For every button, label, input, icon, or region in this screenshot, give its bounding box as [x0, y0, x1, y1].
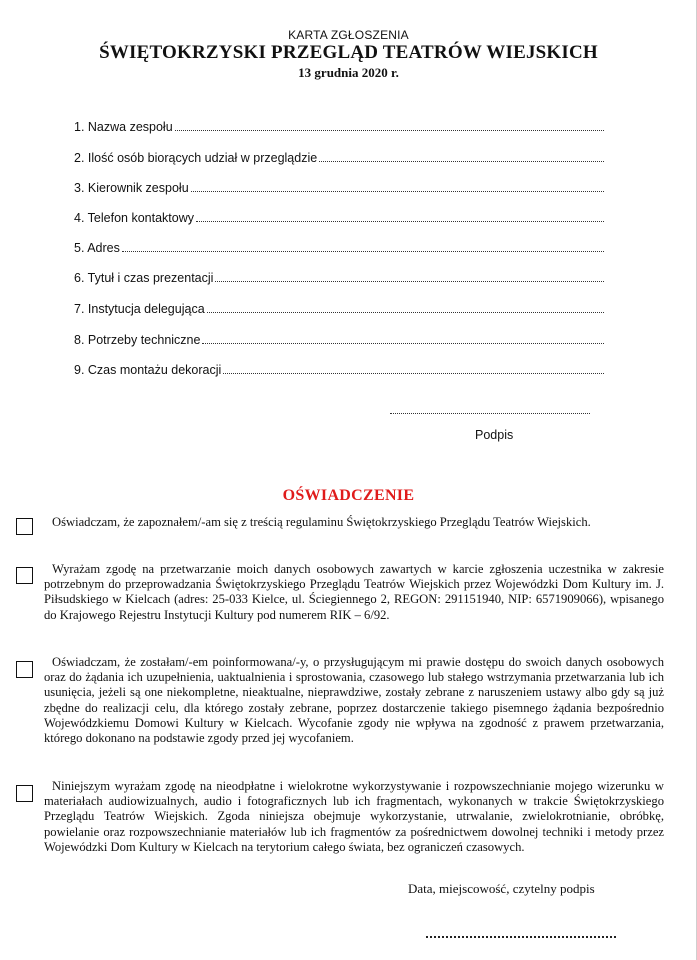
- declaration-image-use: Niniejszym wyrażam zgodę na nieodpłatne i wielokrotne wykorzystywanie i rozpowszechnianie mojego wizerunku w materiałach audiowizualnych, audio i fotograficznych lub ich fragmentach, wykonanych w trakcie Świętokrzyskiego Przeglądu Teatrów Wiejskich. Zgoda niniejsza obejmuje wykorzystanie, utrwalanie, zwielokrotnianie, obróbkę, powielanie oraz rozpowszechnianie materiałów lub ich fragmentów za pośrednictwem dowolnej techniki i metody przez Wojewódzki Dom Kultury w Kielcach na terytorium całego świata, bez ograniczeń czasowych.: [44, 779, 664, 854]
- fill-line[interactable]: [196, 218, 604, 222]
- consent-checkbox-regulations[interactable]: [16, 518, 33, 535]
- date-place-signature-label: Data, miejscowość, czytelny podpis: [408, 881, 595, 896]
- signature-label: Podpis: [475, 428, 514, 442]
- consent-checkbox-image-use[interactable]: [16, 785, 33, 802]
- field-title-duration[interactable]: [74, 269, 604, 285]
- field-setup-time[interactable]: [74, 361, 604, 377]
- declaration-title: OŚWIADCZENIE: [282, 487, 415, 504]
- field-label: 6. Tytuł i czas prezentacji: [74, 271, 214, 285]
- field-contact-phone[interactable]: [74, 209, 604, 225]
- date-place-signature-line[interactable]: [426, 936, 616, 938]
- fill-line[interactable]: [319, 158, 604, 162]
- field-label: 5. Adres: [74, 241, 120, 255]
- fill-line[interactable]: [122, 248, 604, 252]
- consent-checkbox-data-processing[interactable]: [16, 567, 33, 584]
- field-delegating-institution[interactable]: [74, 300, 604, 316]
- field-team-leader[interactable]: [74, 179, 604, 195]
- fill-line[interactable]: [223, 370, 604, 374]
- field-label: 3. Kierownik zespołu: [74, 181, 189, 195]
- field-label: 8. Potrzeby techniczne: [74, 333, 201, 347]
- fill-line[interactable]: [202, 340, 604, 344]
- declaration-data-processing: Wyrażam zgodę na przetwarzanie moich danych osobowych zawartych w karcie zgłoszenia uczestnika w zakresie potrzebnym do przeprowadzania Świętokrzyskiego Przeglądu Teatrów Wiejskich przez Wojewódzki Dom Kultury im. J. Piłsudskiego w Kielcach (adres: 25-033 Kielce, ul. Ściegiennego 2, REGON: 291151940, NIP: 6571909066), wpisanego do Krajowego Rejestru Instytucji Kultury pod numerem RIK – 6/92.: [44, 562, 664, 622]
- field-address[interactable]: [74, 239, 604, 255]
- fill-line[interactable]: [207, 309, 604, 313]
- declaration-regulations: Oświadczam, że zapoznałem/-am się z treścią regulaminu Świętokrzyskiego Przeglądu Teatrów Wiejskich.: [52, 515, 591, 529]
- fill-line[interactable]: [215, 278, 604, 282]
- consent-checkbox-data-rights[interactable]: [16, 661, 33, 678]
- field-label: 7. Instytucja delegująca: [74, 302, 205, 316]
- field-label: 4. Telefon kontaktowy: [74, 211, 194, 225]
- event-date: 13 grudnia 2020 r.: [298, 65, 399, 80]
- fill-line[interactable]: [175, 127, 604, 131]
- field-participant-count[interactable]: [74, 149, 604, 165]
- field-team-name[interactable]: [74, 118, 604, 134]
- field-label: 2. Ilość osób biorących udział w przeglądzie: [74, 151, 318, 165]
- fill-line[interactable]: [191, 188, 604, 192]
- field-label: 9. Czas montażu dekoracji: [74, 363, 222, 377]
- event-title: ŚWIĘTOKRZYSKI PRZEGLĄD TEATRÓW WIEJSKICH: [99, 42, 598, 63]
- field-technical-needs[interactable]: [74, 331, 604, 347]
- declaration-data-rights: Oświadczam, że zostałam/-em poinformowana/-y, o przysługującym mi prawie dostępu do swoich danych osobowych oraz do żądania ich uzupełnienia, uaktualnienia i sprostowania, czasowego lub stałego wstrzymania przetwarzania lub ich usunięcia, jeżeli są one niekompletne, nieaktualne, nieprawdziwe, zostały zebrane z naruszeniem ustawy albo gdy są już zbędne do realizacji celu, dla którego zostały zebrane, poprzez dostarczenie takiego pisemnego żądania bezpośrednio Wojewódzkiemu Domowi Kultury w Kielcach. Wycofanie zgody nie wpływa na zgodność z prawem przetwarzania, którego dokonano na podstawie zgody przed jej wycofaniem.: [44, 655, 664, 746]
- signature-line[interactable]: [390, 413, 590, 414]
- field-label: 1. Nazwa zespołu: [74, 120, 173, 134]
- form-name: KARTA ZGŁOSZENIA: [288, 28, 409, 42]
